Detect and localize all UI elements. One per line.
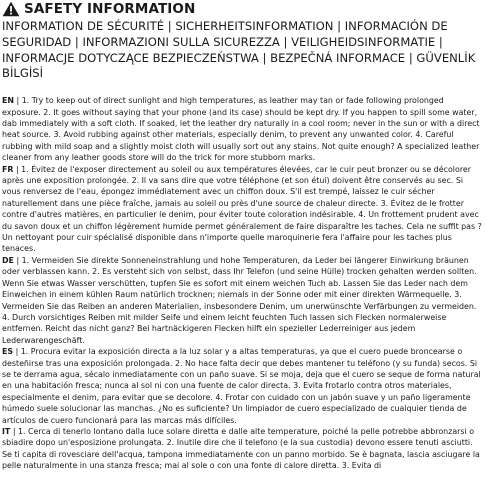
section-fr — [2, 164, 484, 255]
section-it-text: 1. Cerca di tenerlo lontano dalla luce solare diretta e dalle alte temperature, poiché la pelle potrebbe abbronzarsi o sbiadire dopo un'esposizione prolungata. 2. Inutile dire che il telefono (e la sua custodia) devono essere tenuti asciutti. Se ti capita di rovesciare dell'acqua, tampona immediatamente con un panno morbido. Se è bagnata, lascia asciugare la pelle naturalmente in una stanza fresca; mai al sole o con una fonte di calore diretta. 3. Evita di — [2, 426, 480, 471]
section-separator: | — [14, 96, 22, 106]
section-es — [2, 346, 484, 426]
section-separator: | — [13, 255, 22, 265]
section-de — [2, 255, 484, 346]
language-code-en: EN — [2, 96, 14, 106]
language-titles-line: INFORMATION DE SÉCURITÉ | SICHERHEITSINFORMATION | INFORMACIÓN DE SEGURIDAD | INFORMAZIONI SULLA SICUREZZA | VEILIGHEIDSINFORMATIE | INFORMACJE DOTYCZĄCE BEZPIECZEŃSTWA | BEZPEČNÁ INFORMACE | GÜVENLİK BİLGİSİ — [2, 19, 476, 81]
section-en-text: 1. Try to keep out of direct sunlight and high temperatures, as leather may tan or fade following prolonged exposure. 2. It goes without saying that your phone (and its case) should be kept dry. If you happen to spill some water, dab immediately with a soft cloth. If soaked, let the leather dry naturally in a cool room; never in the sun or with a direct heat source. 3. Avoid rubbing against other materials, especially denim, to prevent any unwanted color. 4. Careful rubbing with mild soap and a slightly moist cloth will usually sort out any stains. Not quite enough? A specialized leather cleaner from any leather goods store will do the trick for more stubborn marks. — [2, 96, 480, 163]
section-fr-text: 1. Évitez de l'exposer directement au soleil ou aux températures élevées, car le cuir peut bronzer ou se décolorer après une exposition prolongée. 2. Il va sans dire que votre téléphone (et son étui) doivent être conservés au sec. Si vous renversez de l'eau, épongez immédiatement avec un chiffon doux. S'il est trempé, laissez le cuir sécher naturellement dans une pièce fraîche, jamais au soleil ou près d'une source de chaleur directe. 3. Évitez de le frotter contre d'autres matières, en particulier le denim, pour éviter toute coloration indésirable. 4. Un frottement prudent avec du savon doux et un chiffon légèrement humide permet généralement de faire disparaître les taches. Cela ne suffit pas ? Un nettoyant pour cuir spécialisé disponible dans n'importe quelle maroquinerie fera l'affaire pour les taches plus tenaces. — [2, 164, 482, 254]
language-code-de: DE — [2, 255, 14, 265]
language-code-es: ES — [2, 347, 14, 357]
section-es-text: 1. Procura evitar la exposición directa a la luz solar y a altas temperaturas, ya que el cuero puede broncearse o desteñirse tras una exposición prolongada. 2. No hace falta decir que debes mantener tu teléfono (y su funda) secos. Si se te derrama agua, sécalo inmediatamente con un paño suave. Si se moja, deja que el cuero se seque de forma natural en una habitación fresca; nunca al sol ni con una fuente de calor directa. 3. Evita frotarlo contra otros materiales, especialmente el denim, para evitar que se decolore. 4. Frotar con cuidado con un jabón suave y un paño ligeramente húmedo suele solucionar las manchas. ¿No es suficiente? Un limpiador de cuero especializado de cualquier tienda de artículos de cuero funcionará para las marcas más difíciles. — [2, 347, 481, 425]
safety-body — [2, 95, 484, 471]
safety-header — [2, 0, 484, 18]
section-separator: | — [13, 164, 22, 174]
language-code-fr: FR — [2, 164, 14, 174]
section-separator: | — [13, 347, 21, 357]
section-separator: | — [10, 426, 19, 436]
section-it — [2, 426, 484, 472]
language-code-it: IT — [2, 426, 11, 436]
section-en — [2, 95, 484, 163]
page-title: SAFETY INFORMATION — [24, 1, 196, 17]
warning-triangle-icon — [2, 1, 20, 17]
section-de-text: 1. Vermeiden Sie direkte Sonneneinstrahlung und hohe Temperaturen, da Leder bei längerer Einwirkung bräunen oder verblassen kann. 2. Es versteht sich von selbst, dass Ihr Telefon (und seine Hülle) trocken gehalten werden sollten. Wenn Sie etwas Wasser verschütten, tupfen Sie es sofort mit einem weichen Tuch ab. Lassen Sie das Leder nach dem Einweichen in einem kühlen Raum natürlich trocknen; niemals in der Sonne oder mit einer direkten Wärmequelle. 3. Vermeiden Sie das Reiben an anderen Materialien, insbesondere Denim, um unerwünschte Verfärbungen zu vermeiden. 4. Durch vorsichtiges Reiben mit milder Seife und einem leicht feuchten Tuch lassen sich Flecken normalerweise entfernen. Reicht das nicht ganz? Bei hartnäckigeren Flecken hilft ein spezieller Lederreiniger aus jedem Lederwarengeschäft. — [2, 255, 477, 345]
